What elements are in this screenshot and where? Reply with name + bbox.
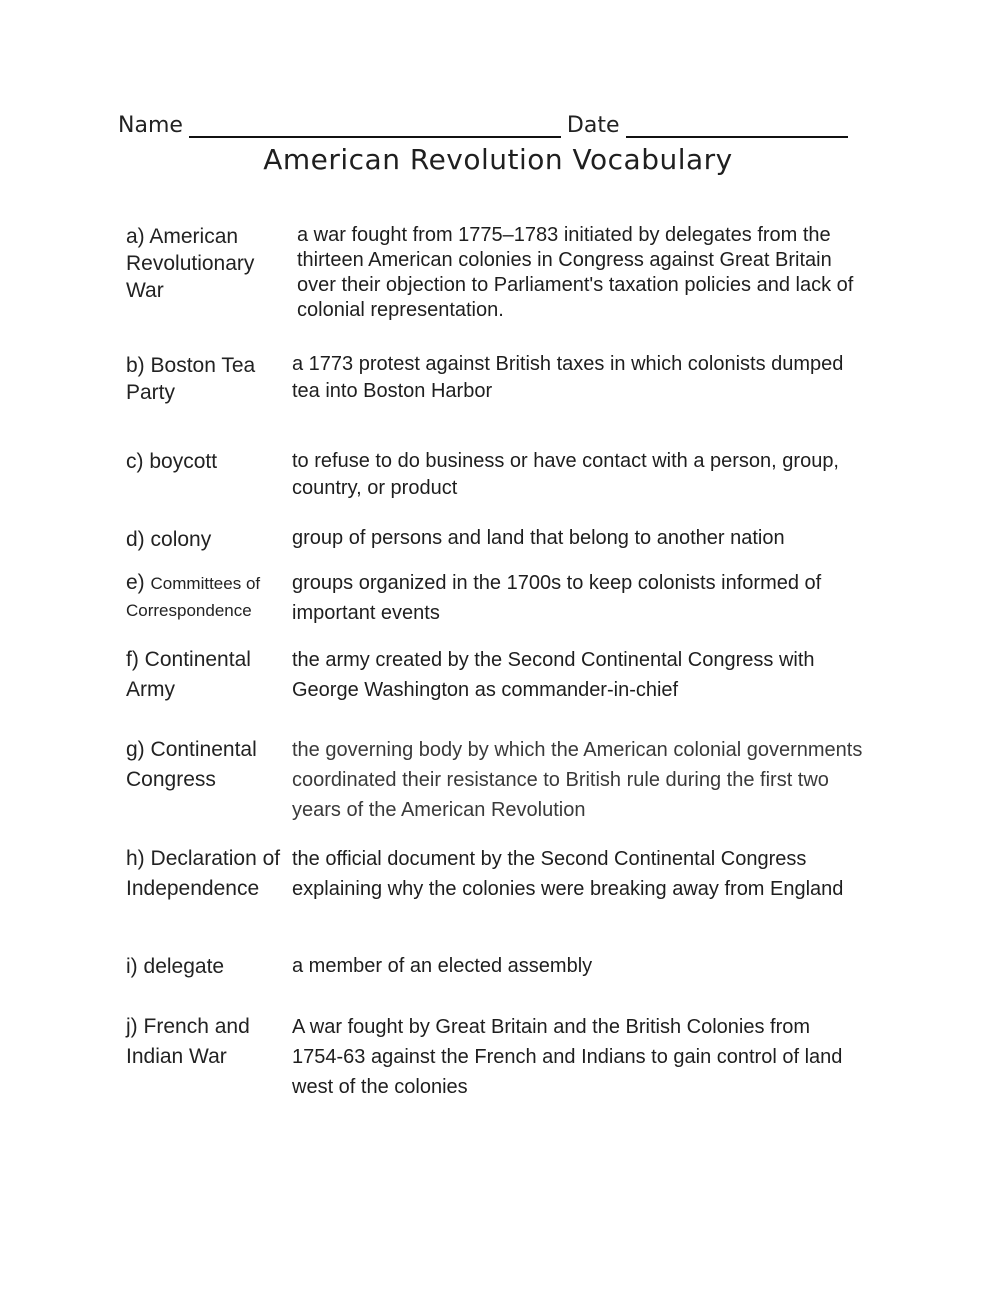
term-text: Continental Congress (126, 738, 257, 791)
vocab-definition: group of persons and land that belong to another nation (292, 527, 785, 549)
page-title: American Revolution Vocabulary (263, 143, 733, 176)
term-letter: g) (126, 738, 145, 761)
term-text: colony (150, 528, 212, 551)
vocab-definition: A war fought by Great Britain and the British Colonies from 1754-63 against the French and Indians to gain control of land west of the colonies (292, 1016, 843, 1098)
vocab-term (126, 1012, 276, 1072)
vocab-term (126, 570, 291, 624)
vocab-definition: the army created by the Second Continental Congress with George Washington as commander-in-chief (292, 649, 815, 701)
name-date-line (118, 113, 854, 138)
term-letter: j) (126, 1015, 138, 1038)
term-letter: i) (126, 955, 138, 978)
vocab-definition: a member of an elected assembly (292, 955, 593, 977)
vocab-definition: a 1773 protest against British taxes in which colonists dumped tea into Boston Harbor (292, 353, 844, 402)
vocab-definition: the governing body by which the American colonial governments coordinated their resistance to British rule during the first two years of the American Revolution (292, 739, 863, 821)
term-text: Committees of Correspondence (126, 574, 261, 620)
term-text: American Revolutionary War (126, 225, 255, 302)
term-letter: h) (126, 847, 145, 870)
term-text: delegate (143, 955, 225, 978)
term-text: boycott (149, 450, 218, 473)
term-text: Declaration of Independence (126, 847, 281, 900)
date-label: Date (566, 113, 620, 138)
vocab-definition: the official document by the Second Continental Congress explaining why the colonies were breaking away from England (292, 848, 844, 900)
vocab-term (126, 526, 286, 553)
vocab-term (126, 352, 286, 406)
term-letter: e) (126, 571, 145, 594)
vocab-term (126, 223, 286, 304)
vocab-term (126, 953, 286, 980)
term-letter: c) (126, 450, 144, 473)
vocab-definition: to refuse to do business or have contact with a person, group, country, or product (292, 450, 839, 499)
date-blank-field[interactable] (626, 114, 848, 138)
term-text: Boston Tea Party (126, 354, 256, 404)
term-letter: a) (126, 225, 145, 248)
name-blank-field[interactable] (189, 114, 561, 138)
vocab-definition: groups organized in the 1700s to keep colonists informed of important events (292, 572, 822, 624)
term-letter: b) (126, 354, 145, 377)
vocab-definition: a war fought from 1775–1783 initiated by delegates from the thirteen American colonies in Congress against Great Britain over their objection to Parliament's taxation policies and lack of colonial representation. (297, 224, 854, 321)
vocab-term (126, 645, 286, 705)
term-text: Continental Army (126, 648, 251, 701)
term-letter: d) (126, 528, 145, 551)
term-letter: f) (126, 648, 139, 671)
vocab-term (126, 735, 286, 795)
name-label: Name (118, 113, 183, 138)
term-text: French and Indian War (126, 1015, 250, 1068)
vocab-term (126, 448, 286, 475)
vocab-term (126, 844, 281, 904)
